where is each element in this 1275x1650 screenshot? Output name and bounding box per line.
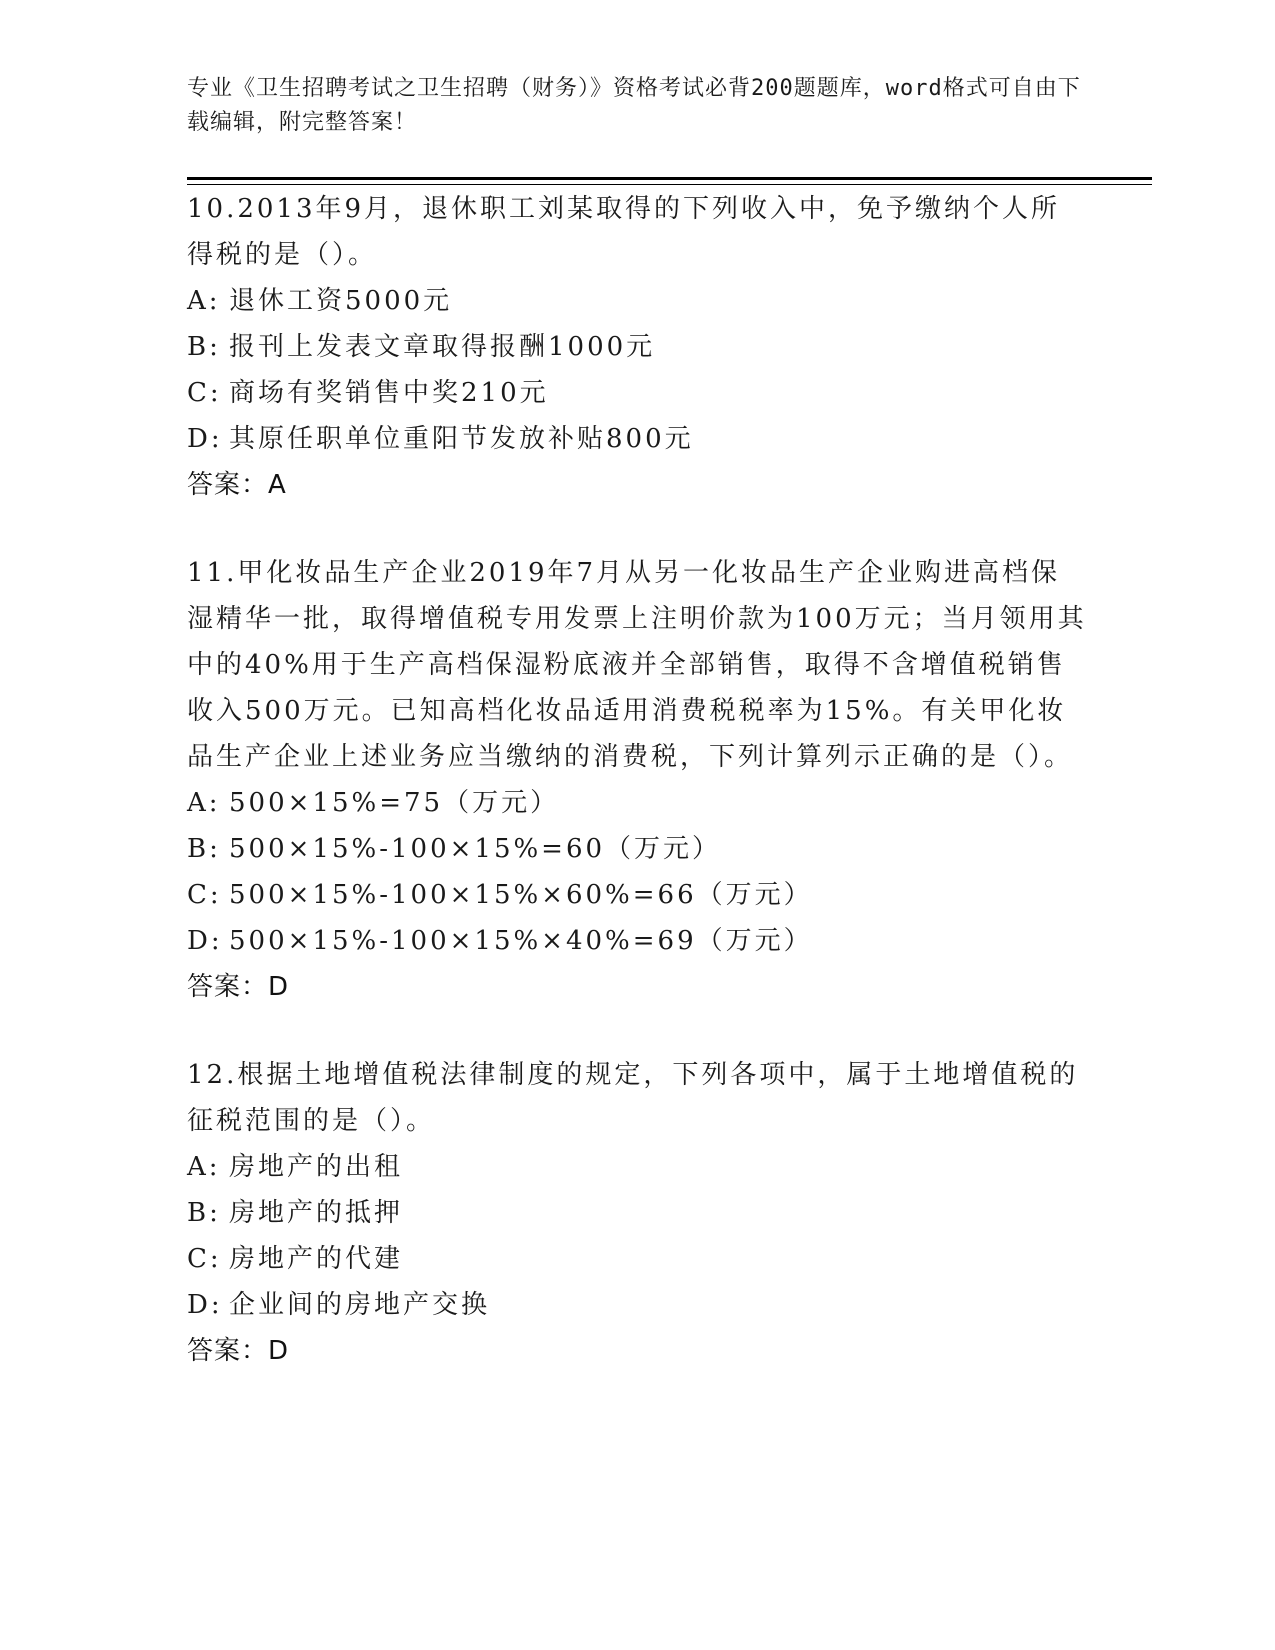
option-c [187,1236,1087,1282]
option-key: D: [187,926,223,956]
option-text: 500×15%-100×15%=60（万元） [229,834,722,864]
option-b [187,826,1087,872]
header-title: 专业《卫生招聘考试之卫生招聘（财务）》资格考试必背200题题库，word格式可自由下载编辑，附完整答案！ [187,76,1081,135]
option-text: 房地产的出租 [229,1152,404,1182]
question-12 [187,1052,1087,1374]
option-key: B: [187,332,221,362]
option-key: C: [187,1244,222,1274]
option-text: 商场有奖销售中奖210元 [229,378,549,408]
option-d [187,1282,1087,1328]
option-text: 企业间的房地产交换 [229,1290,491,1320]
question-list [187,186,1087,1416]
option-text: 500×15%=75（万元） [229,788,560,818]
answer-label: 答案：D [187,1336,290,1366]
option-text: 房地产的代建 [229,1244,404,1274]
option-a [187,278,1087,324]
question-stem: 10.2013年9月，退休职工刘某取得的下列收入中，免予缴纳个人所得税的是（）。 [187,194,1061,270]
option-d [187,918,1087,964]
option-d [187,416,1087,462]
option-key: D: [187,1290,223,1320]
option-b [187,324,1087,370]
option-key: B: [187,834,221,864]
option-a [187,780,1087,826]
answer-label: 答案：D [187,972,290,1002]
header-divider-thin [187,184,1152,185]
option-a [187,1144,1087,1190]
option-text: 500×15%-100×15%×60%=66（万元） [229,880,813,910]
question-stem: 11.甲化妆品生产企业2019年7月从另一化妆品生产企业购进高档保湿精华一批，取得增值税专用发票上注明价款为100万元；当月领用其中的40%用于生产高档保湿粉底液并全部销售，取得不含增值税销售收入500万元。已知高档化妆品适用消费税税率为15%。有关甲化妆品生产企业上述业务应当缴纳的消费税，下列计算列示正确的是（）。 [187,558,1087,772]
option-text: 房地产的抵押 [229,1198,404,1228]
question-11 [187,550,1087,1010]
document-header [187,72,1087,140]
option-text: 报刊上发表文章取得报酬1000元 [229,332,656,362]
option-key: B: [187,1198,221,1228]
question-10 [187,186,1087,508]
question-stem: 12.根据土地增值税法律制度的规定，下列各项中，属于土地增值税的征税范围的是（）。 [187,1060,1079,1136]
option-key: A: [187,788,221,818]
option-key: A: [187,286,221,316]
header-divider-thick [187,177,1152,180]
option-b [187,1190,1087,1236]
option-c [187,872,1087,918]
option-text: 退休工资5000元 [229,286,453,316]
option-key: D: [187,424,223,454]
answer-label: 答案：A [187,470,287,500]
option-c [187,370,1087,416]
option-key: C: [187,378,222,408]
option-key: C: [187,880,222,910]
option-text: 其原任职单位重阳节发放补贴800元 [229,424,694,454]
option-text: 500×15%-100×15%×40%=69（万元） [229,926,813,956]
option-key: A: [187,1152,221,1182]
